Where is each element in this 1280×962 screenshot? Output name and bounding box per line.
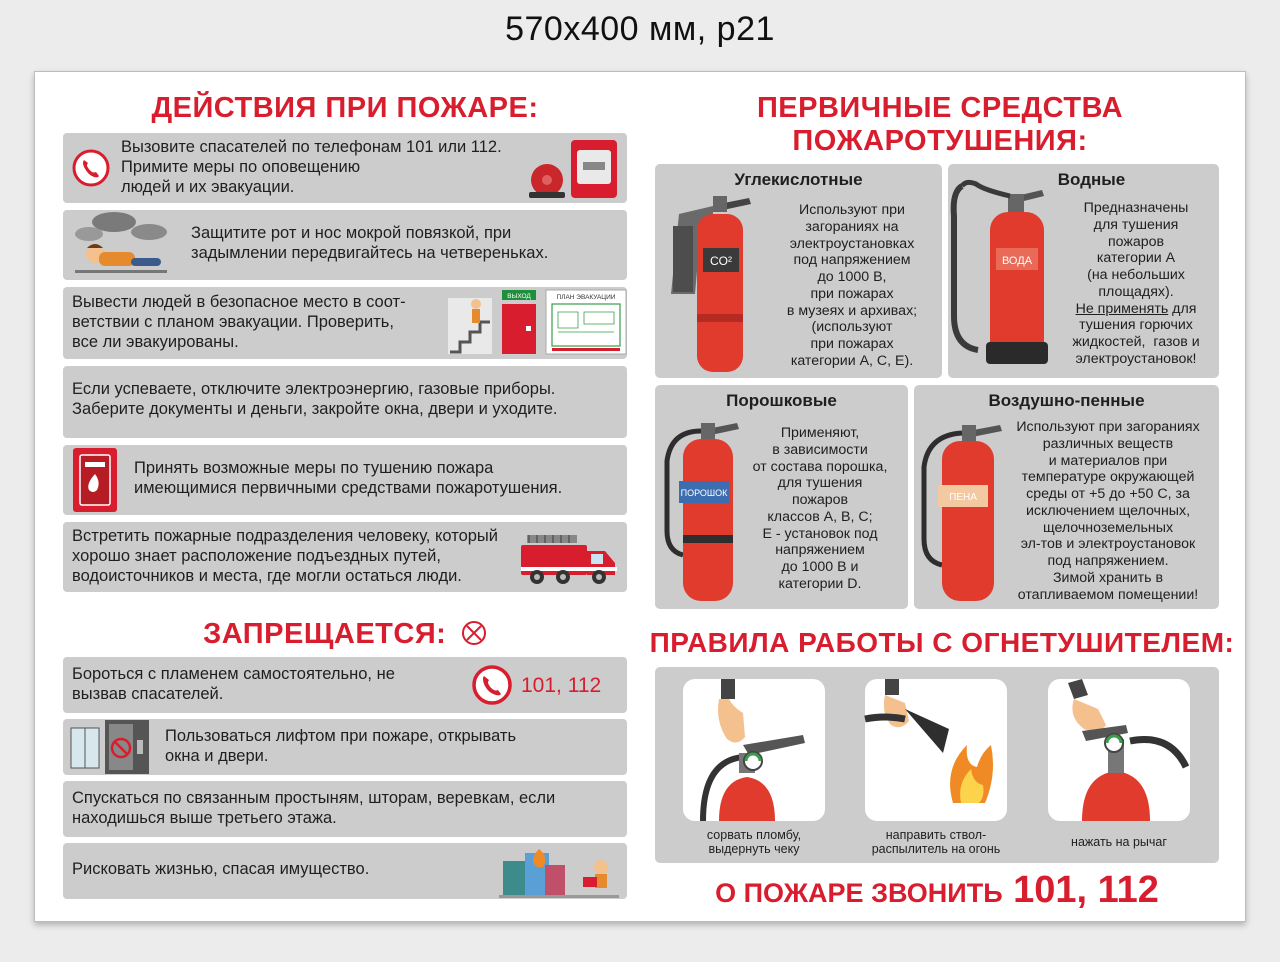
rules-panel	[655, 667, 1219, 863]
action-card-extinguish	[63, 445, 627, 515]
call-text: О ПОЖАРЕ ЗВОНИТЬ	[715, 878, 1003, 908]
action-text: Вывести людей в безопасное место в соот- ветствии с планом эвакуации. Проверить, все ли эвакуированы.	[72, 293, 406, 351]
extinguisher-label: CO²	[710, 254, 732, 268]
water-extinguisher-icon	[948, 172, 1058, 372]
desc-part: для тушения горючих жидкостей, газов и электроустановок!	[1072, 300, 1200, 367]
extinguisher-desc: Используют при загораниях на электроустановках под напряжением до 1000 В, при пожарах в музеях и архивах; (используют при пожарах категории А, С, Е).	[786, 202, 918, 369]
extinguisher-card-co2	[655, 164, 942, 378]
extinguisher-card-foam	[914, 385, 1219, 609]
fire-alarm-bell-icon	[525, 136, 635, 200]
action-card-call	[63, 133, 627, 203]
desc-warning: Не применять	[1075, 300, 1169, 317]
action-card-smoke	[63, 210, 627, 280]
pull-pin-icon	[683, 679, 825, 821]
evacuation-icons	[448, 290, 628, 356]
action-card-meet-brigade	[63, 522, 627, 592]
call-numbers: 101, 112	[1013, 869, 1159, 911]
press-lever-icon	[1048, 679, 1190, 821]
action-text: Защитите рот и нос мокрой повязкой, при задымлении передвигайтесь на четвереньках.	[191, 224, 549, 262]
forbidden-text: Спускаться по связанным простыням, шторам, веревкам, если находишься выше третьего этажа.	[72, 789, 556, 827]
crawling-person-icon	[69, 210, 179, 280]
actions-title: ДЕЙСТВИЯ ПРИ ПОЖАРЕ:	[151, 92, 539, 124]
forbidden-text: Пользоваться лифтом при пожаре, открывать окна и двери.	[165, 727, 517, 765]
rule-caption: сорвать пломбу, выдернуть чеку	[706, 828, 802, 857]
phone-icon	[71, 148, 111, 188]
co2-extinguisher-icon	[657, 186, 767, 376]
action-text: Принять возможные меры по тушению пожара имеющимися первичными средствами пожаротушения.	[134, 459, 563, 497]
action-card-evacuate	[63, 287, 627, 359]
extinguisher-desc: Используют при загораниях различных веществ и материалов при температуре окружающей среды от +5 до +50 С, за исключением щелочных, щелочноземельных эл-тов и электроустановок под напряжением. Зимой хранить в отапливаемом помещении!	[1016, 419, 1200, 603]
elevator-icon	[69, 720, 153, 774]
forbidden-card-self-fight	[63, 657, 627, 713]
action-text: Если успеваете, отключите электроэнергию, газовые приборы. Заберите документы и деньги, закройте окна, двери и уходите.	[72, 380, 558, 418]
prohibited-icon	[461, 620, 487, 646]
extinguisher-label: ПОРОШОК	[680, 488, 728, 498]
forbidden-card-elevator	[63, 719, 627, 775]
plan-label-text: ПЛАН ЭВАКУАЦИИ	[556, 294, 616, 301]
action-card-switch-off	[63, 366, 627, 438]
call-line	[655, 869, 1219, 912]
rule-box-pull-pin	[683, 679, 825, 821]
size-caption: 570x400 мм, p21	[505, 10, 775, 48]
phone-icon	[471, 664, 513, 706]
rules-title: ПРАВИЛА РАБОТЫ С ОГНЕТУШИТЕЛЕМ:	[649, 627, 1235, 658]
extinguisher-label: ВОДА	[1001, 255, 1033, 267]
rule-caption: нажать на рычаг	[1071, 835, 1167, 849]
means-title-line1: ПЕРВИЧНЫЕ СРЕДСТВА	[756, 92, 1124, 124]
fire-truck-icon	[521, 531, 617, 585]
forbidden-title	[65, 618, 625, 651]
forbidden-title-text: ЗАПРЕЩАЕТСЯ:	[203, 618, 447, 650]
burning-building-icon	[499, 843, 619, 899]
extinguisher-desc: Применяют, в зависимости от состава порошка, для тушения пожаров классов А, В, С; Е - установок под напряжением до 1000 В и категории D.	[752, 425, 888, 592]
desc-part: Предназначены для тушения пожаров категории А (на небольших площадях).	[1083, 200, 1189, 300]
emergency-numbers: 101, 112	[521, 674, 602, 697]
extinguisher-name: Порошковые	[726, 391, 837, 410]
extinguisher-label: ПЕНА	[949, 492, 977, 503]
extinguisher-name: Водные	[1057, 170, 1126, 189]
extinguisher-desc	[1054, 200, 1218, 368]
fire-cabinet-icon	[71, 448, 119, 512]
extinguisher-name: Углекислотные	[734, 170, 863, 189]
rule-box-aim	[865, 679, 1007, 821]
action-text: Вызовите спасателей по телефонам 101 или 112. Примите меры по оповещению людей и их эвакуации.	[121, 138, 502, 196]
means-title	[655, 92, 1225, 159]
aim-nozzle-icon	[865, 679, 1007, 821]
action-text: Встретить пожарные подразделения человеку, который хорошо знает расположение подъездных путей, водоисточников и места, где могли остаться люди.	[72, 527, 498, 585]
rule-caption: направить ствол- распылитель на огонь	[871, 828, 1001, 857]
forbidden-text: Рисковать жизнью, спасая имущество.	[72, 860, 370, 878]
extinguisher-card-water	[948, 164, 1219, 378]
forbidden-text: Бороться с пламенем самостоятельно, не вызвав спасателей.	[72, 665, 395, 703]
fire-safety-poster	[34, 71, 1246, 922]
foam-extinguisher-icon	[916, 411, 1012, 607]
exit-sign-text: ВЫХОД	[507, 293, 531, 300]
forbidden-card-ropes	[63, 781, 627, 837]
means-title-line2: ПОЖАРОТУШЕНИЯ:	[792, 125, 1088, 158]
rule-box-press-lever	[1048, 679, 1190, 821]
forbidden-card-property	[63, 843, 627, 899]
extinguisher-name: Воздушно-пенные	[988, 391, 1145, 410]
extinguisher-card-powder	[655, 385, 908, 609]
